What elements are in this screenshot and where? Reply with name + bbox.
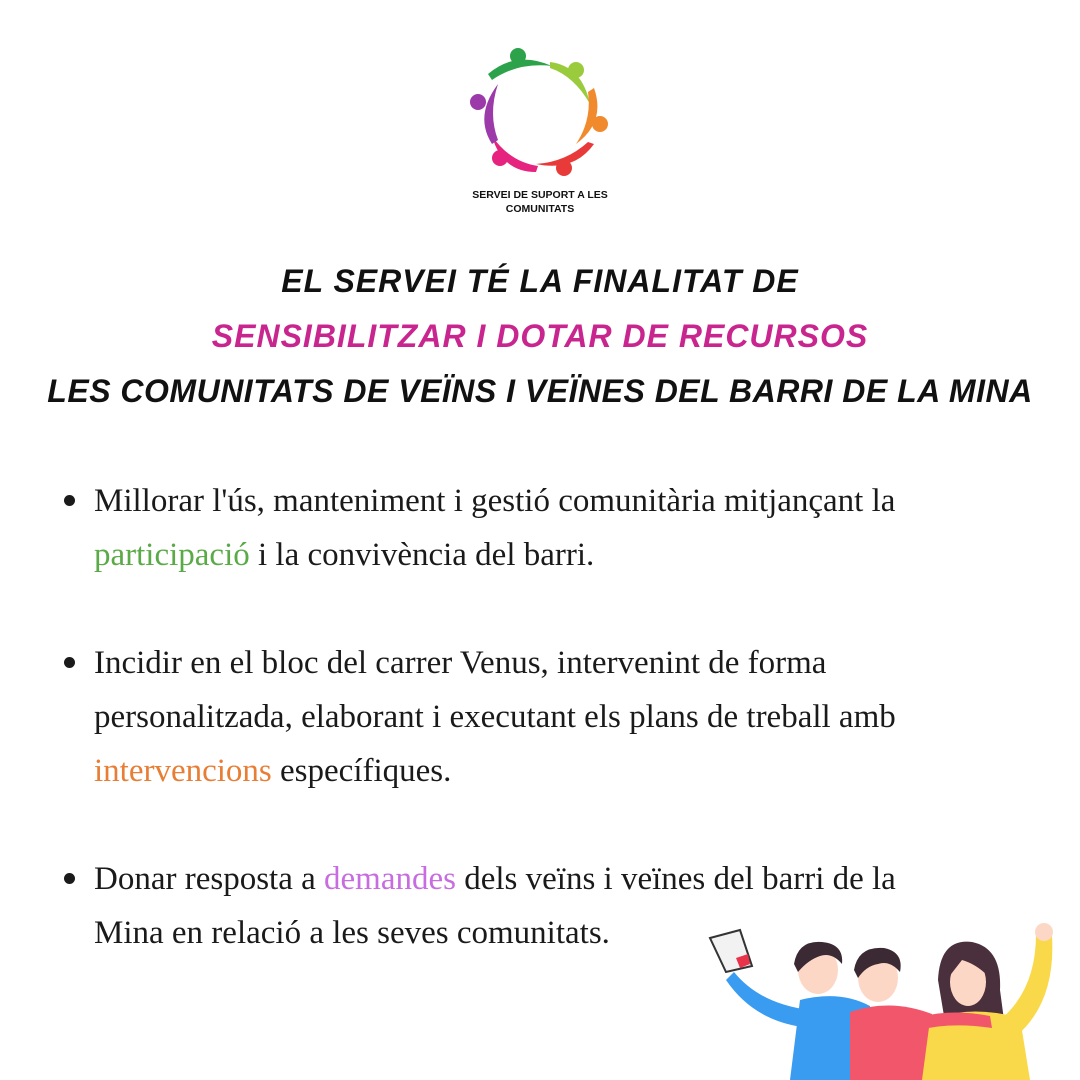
list-item — [94, 474, 1054, 582]
bullet-text: Incidir en el bloc del carrer Venus, intervenint de forma — [94, 645, 827, 681]
headline-line1: EL SERVEI TÉ LA FINALITAT DE — [281, 263, 799, 299]
bullet-text: personalitzada, elaborant i executant els plans de treball amb — [94, 699, 896, 735]
bullet-text: Donar resposta a — [94, 861, 325, 897]
bullet-text: específiques. — [271, 753, 452, 789]
bullet-dot-icon — [64, 657, 75, 668]
bullet-dot-icon — [64, 495, 75, 506]
headline-line3: LES COMUNITATS DE VEÏNS I VEÏNES DEL BARRI DE LA MINA — [47, 373, 1033, 409]
bullet-text: Mina en relació a les seves comunitats. — [94, 915, 610, 951]
bullet-text: Millorar l'ús, manteniment i gestió comunitària mitjançant la — [94, 483, 896, 519]
headline-line2: SENSIBILITZAR I DOTAR DE RECURSOS — [211, 318, 869, 354]
bullet-dot-icon — [64, 873, 75, 884]
bullet-text: dels veïns i veïnes del barri de la — [455, 861, 896, 897]
list-item — [94, 636, 1054, 798]
logo-caption-line1: SERVEI DE SUPORT A LES — [472, 189, 608, 201]
bullet-text: i la convivència del barri. — [249, 537, 595, 573]
people-megaphone-illustration — [700, 920, 1080, 1080]
highlight-intervencions: intervencions — [94, 753, 272, 789]
highlight-participacio: participació — [94, 537, 250, 573]
megaphone-icon — [710, 930, 752, 972]
logo-caption-line2: COMUNITATS — [505, 203, 575, 215]
highlight-demandes: demandes — [324, 861, 456, 897]
